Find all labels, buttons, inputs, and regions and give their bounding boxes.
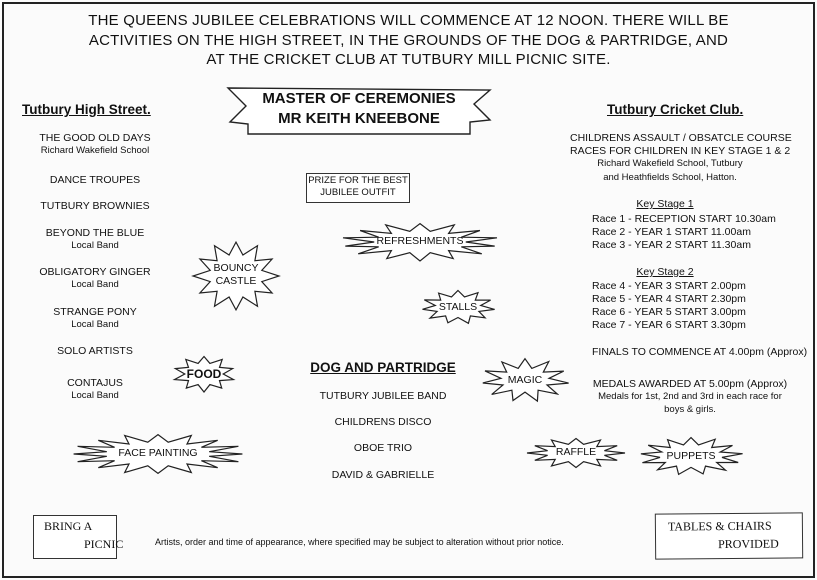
race-schedule-row: Race 2 - YEAR 1 START 11.00am	[592, 226, 751, 238]
high-street-title: Tutbury High Street.	[22, 102, 151, 117]
face-painting-label: FACE PAINTING	[118, 447, 198, 459]
race-schedule-row: Race 3 - YEAR 2 START 11.30am	[592, 239, 751, 251]
magic-label: MAGIC	[507, 374, 543, 386]
cricket-intro-line: RACES FOR CHILDREN IN KEY STAGE 1 & 2	[570, 145, 791, 157]
cricket-intro-line: CHILDRENS ASSAULT / OBSATCLE COURSE	[570, 132, 792, 144]
food-label: FOOD	[186, 367, 222, 381]
raffle-label: RAFFLE	[555, 446, 597, 458]
mc-title: MASTER OF CEREMONIES	[262, 90, 456, 107]
high-street-act: BEYOND THE BLUE	[45, 227, 145, 239]
picnic-line-1: BRING A	[44, 519, 93, 533]
prize-line-1: PRIZE FOR THE BEST	[308, 175, 408, 186]
high-street-act-detail: Local Band	[71, 279, 119, 290]
high-street-act: STRANGE PONY	[53, 306, 137, 318]
key-stage-2-title: Key Stage 2	[636, 266, 694, 278]
dog-partridge-act: TUTBURY JUBILEE BAND	[319, 390, 447, 402]
prize-box	[306, 173, 410, 203]
cricket-intro-line: and Heathfields School, Hatton.	[603, 172, 737, 183]
high-street-act-detail: Richard Wakefield School	[40, 145, 150, 156]
stalls-label: STALLS	[438, 301, 478, 313]
medals-line: boys & girls.	[664, 404, 716, 415]
finals-text: FINALS TO COMMENCE AT 4.00pm (Approx)	[592, 346, 808, 358]
dog-partridge-act: CHILDRENS DISCO	[334, 416, 432, 428]
disclaimer-text: Artists, order and time of appearance, where specified may be subject to alteration without prior notice.	[155, 537, 564, 547]
high-street-act-detail: Local Band	[71, 319, 119, 330]
high-street-act: DANCE TROUPES	[49, 174, 141, 186]
dog-partridge-title: DOG AND PARTRIDGE	[310, 360, 456, 375]
key-stage-1-title: Key Stage 1	[636, 198, 694, 210]
tables-chairs-box	[655, 512, 803, 559]
race-schedule-row: Race 5 - YEAR 4 START 2.30pm	[592, 293, 746, 305]
high-street-act: CONTAJUS	[67, 377, 123, 389]
tables-line-2: PROVIDED	[718, 536, 779, 552]
header-line-1: THE QUEENS JUBILEE CELEBRATIONS WILL COMMENCE AT 12 NOON. THERE WILL BE	[88, 12, 729, 29]
race-schedule-row: Race 4 - YEAR 3 START 2.00pm	[592, 280, 746, 292]
picnic-line-2: PICNIC	[84, 537, 124, 551]
high-street-act-detail: Local Band	[71, 390, 119, 401]
header-line-3: AT THE CRICKET CLUB AT TUTBURY MILL PICNIC SITE.	[206, 51, 611, 68]
bouncy-line-1: BOUNCY	[213, 262, 259, 274]
tables-line-1: TABLES & CHAIRS	[667, 518, 772, 534]
refreshments-label: REFRESHMENTS	[376, 235, 464, 247]
mc-name: MR KEITH KNEEBONE	[278, 110, 440, 127]
bring-picnic-box	[33, 515, 124, 559]
high-street-act: OBLIGATORY GINGER	[39, 266, 151, 278]
puppets-label: PUPPETS	[666, 450, 716, 462]
header-line-2: ACTIVITIES ON THE HIGH STREET, IN THE GROUNDS OF THE DOG & PARTRIDGE, AND	[88, 32, 729, 49]
race-schedule-row: Race 1 - RECEPTION START 10.30am	[592, 213, 776, 225]
dog-partridge-act: OBOE TRIO	[353, 442, 413, 454]
dog-partridge-act: DAVID & GABRIELLE	[331, 469, 435, 481]
high-street-act: THE GOOD OLD DAYS	[39, 132, 151, 144]
bouncy-line-2: CASTLE	[215, 275, 257, 287]
race-schedule-row: Race 7 - YEAR 6 START 3.30pm	[592, 319, 746, 331]
high-street-act: TUTBURY BROWNIES	[40, 200, 150, 212]
high-street-act: SOLO ARTISTS	[57, 345, 133, 357]
cricket-club-title: Tutbury Cricket Club.	[607, 102, 744, 117]
medals-line: MEDALS AWARDED AT 5.00pm (Approx)	[592, 378, 788, 390]
cricket-intro-line: Richard Wakefield School, Tutbury	[597, 158, 743, 169]
high-street-act-detail: Local Band	[71, 240, 119, 251]
race-schedule-row: Race 6 - YEAR 5 START 3.00pm	[592, 306, 746, 318]
medals-line: Medals for 1st, 2nd and 3rd in each race for	[598, 391, 782, 402]
prize-line-2: JUBILEE OUTFIT	[320, 187, 396, 198]
